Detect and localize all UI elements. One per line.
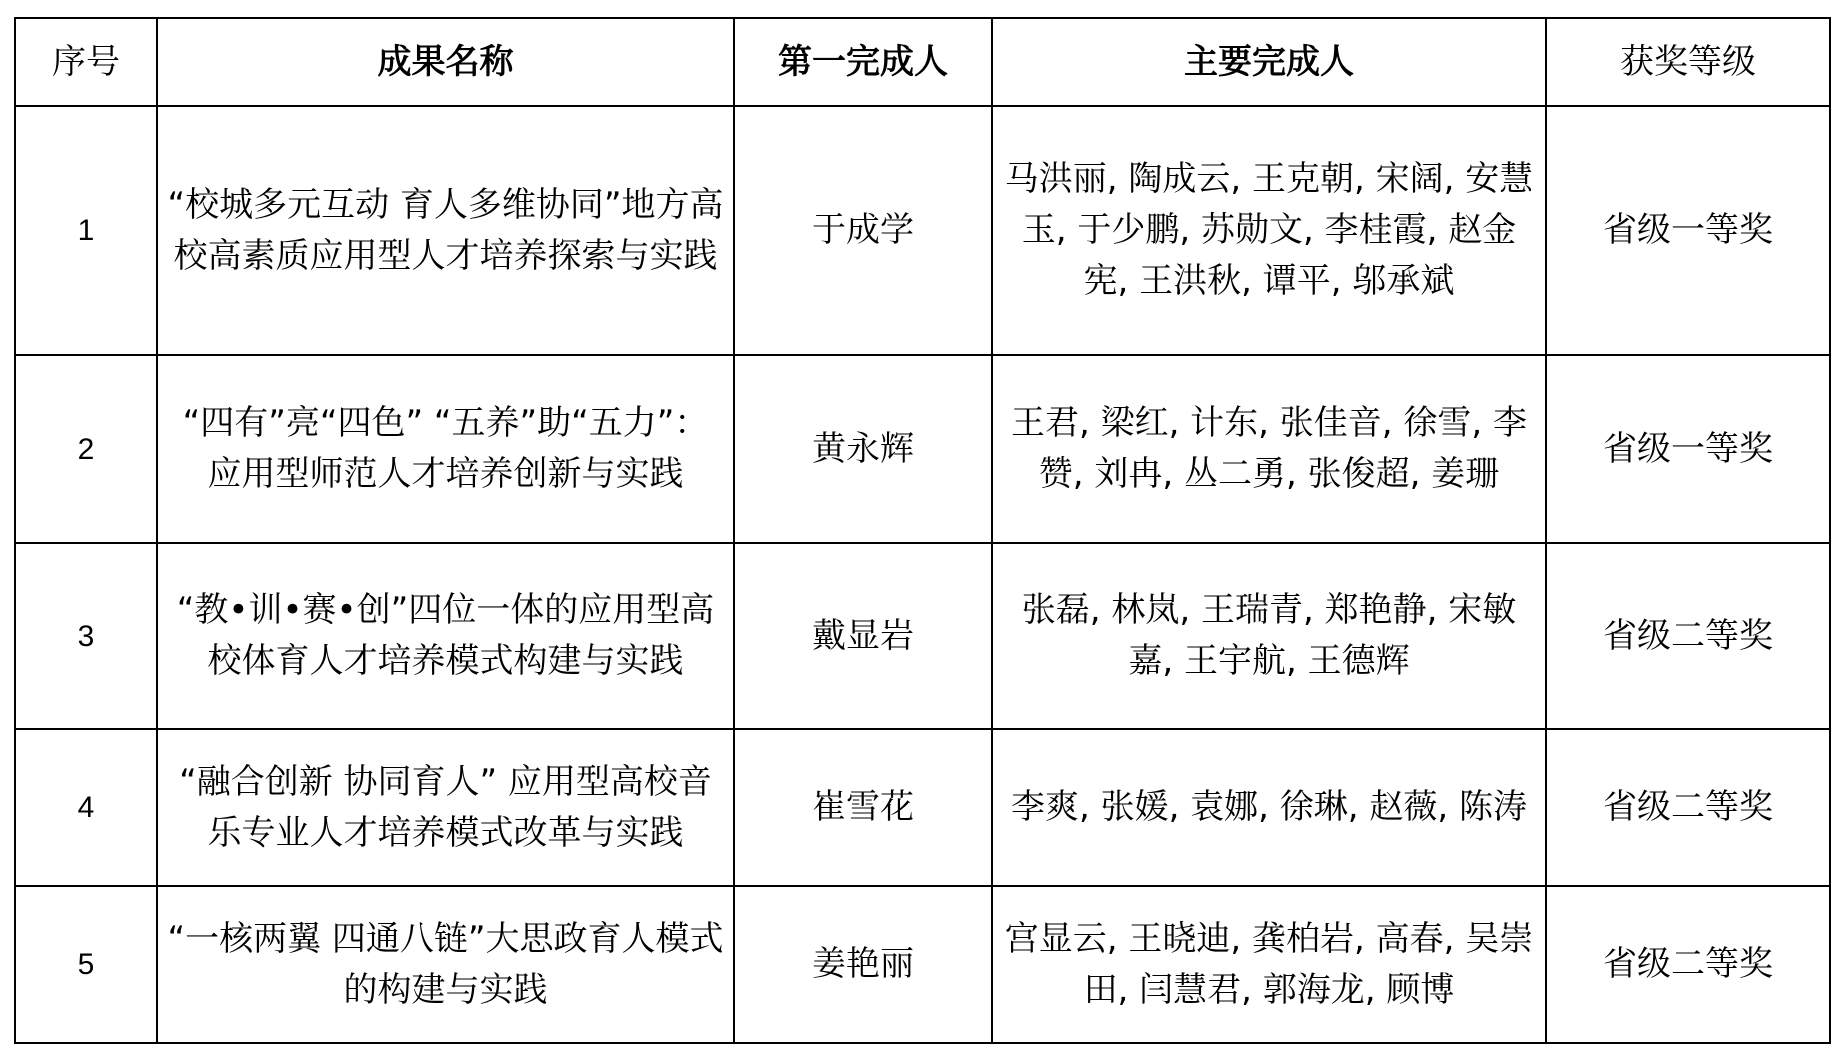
cell-first: 戴显岩 xyxy=(734,543,992,729)
cell-level: 省级二等奖 xyxy=(1546,729,1830,886)
header-name: 成果名称 xyxy=(157,18,734,106)
table-row xyxy=(15,355,1830,543)
table-header-row xyxy=(15,18,1830,106)
cell-name: “融合创新 协同育人” 应用型高校音乐专业人才培养模式改革与实践 xyxy=(157,729,734,886)
cell-index: 5 xyxy=(15,886,157,1043)
cell-first: 黄永辉 xyxy=(734,355,992,543)
cell-main: 宫显云, 王晓迪, 龚柏岩, 高春, 吴崇田, 闫慧君, 郭海龙, 顾博 xyxy=(992,886,1546,1043)
cell-name: “校城多元互动 育人多维协同”地方高校高素质应用型人才培养探索与实践 xyxy=(157,106,734,355)
cell-main: 李爽, 张媛, 袁娜, 徐琳, 赵薇, 陈涛 xyxy=(992,729,1546,886)
cell-first: 崔雪花 xyxy=(734,729,992,886)
header-first: 第一完成人 xyxy=(734,18,992,106)
cell-level: 省级一等奖 xyxy=(1546,355,1830,543)
table-row xyxy=(15,729,1830,886)
cell-level: 省级二等奖 xyxy=(1546,886,1830,1043)
cell-index: 4 xyxy=(15,729,157,886)
awards-table xyxy=(14,17,1831,1044)
cell-main: 王君, 梁红, 计东, 张佳音, 徐雪, 李赞, 刘冉, 丛二勇, 张俊超, 姜珊 xyxy=(992,355,1546,543)
cell-index: 2 xyxy=(15,355,157,543)
table-row xyxy=(15,886,1830,1043)
cell-first: 于成学 xyxy=(734,106,992,355)
header-index: 序号 xyxy=(15,18,157,106)
header-main: 主要完成人 xyxy=(992,18,1546,106)
cell-level: 省级一等奖 xyxy=(1546,106,1830,355)
cell-main: 马洪丽, 陶成云, 王克朝, 宋阔, 安慧玉, 于少鹏, 苏勋文, 李桂霞, 赵金宪, 王洪秋, 谭平, 邬承斌 xyxy=(992,106,1546,355)
table-row xyxy=(15,543,1830,729)
cell-name: “教•训•赛•创”四位一体的应用型高校体育人才培养模式构建与实践 xyxy=(157,543,734,729)
header-level: 获奖等级 xyxy=(1546,18,1830,106)
cell-name: “四有”亮“四色” “五养”助“五力”：应用型师范人才培养创新与实践 xyxy=(157,355,734,543)
cell-level: 省级二等奖 xyxy=(1546,543,1830,729)
cell-name: “一核两翼 四通八链”大思政育人模式的构建与实践 xyxy=(157,886,734,1043)
table-row xyxy=(15,106,1830,355)
cell-main: 张磊, 林岚, 王瑞青, 郑艳静, 宋敏嘉, 王宇航, 王德辉 xyxy=(992,543,1546,729)
cell-index: 3 xyxy=(15,543,157,729)
cell-first: 姜艳丽 xyxy=(734,886,992,1043)
cell-index: 1 xyxy=(15,106,157,355)
